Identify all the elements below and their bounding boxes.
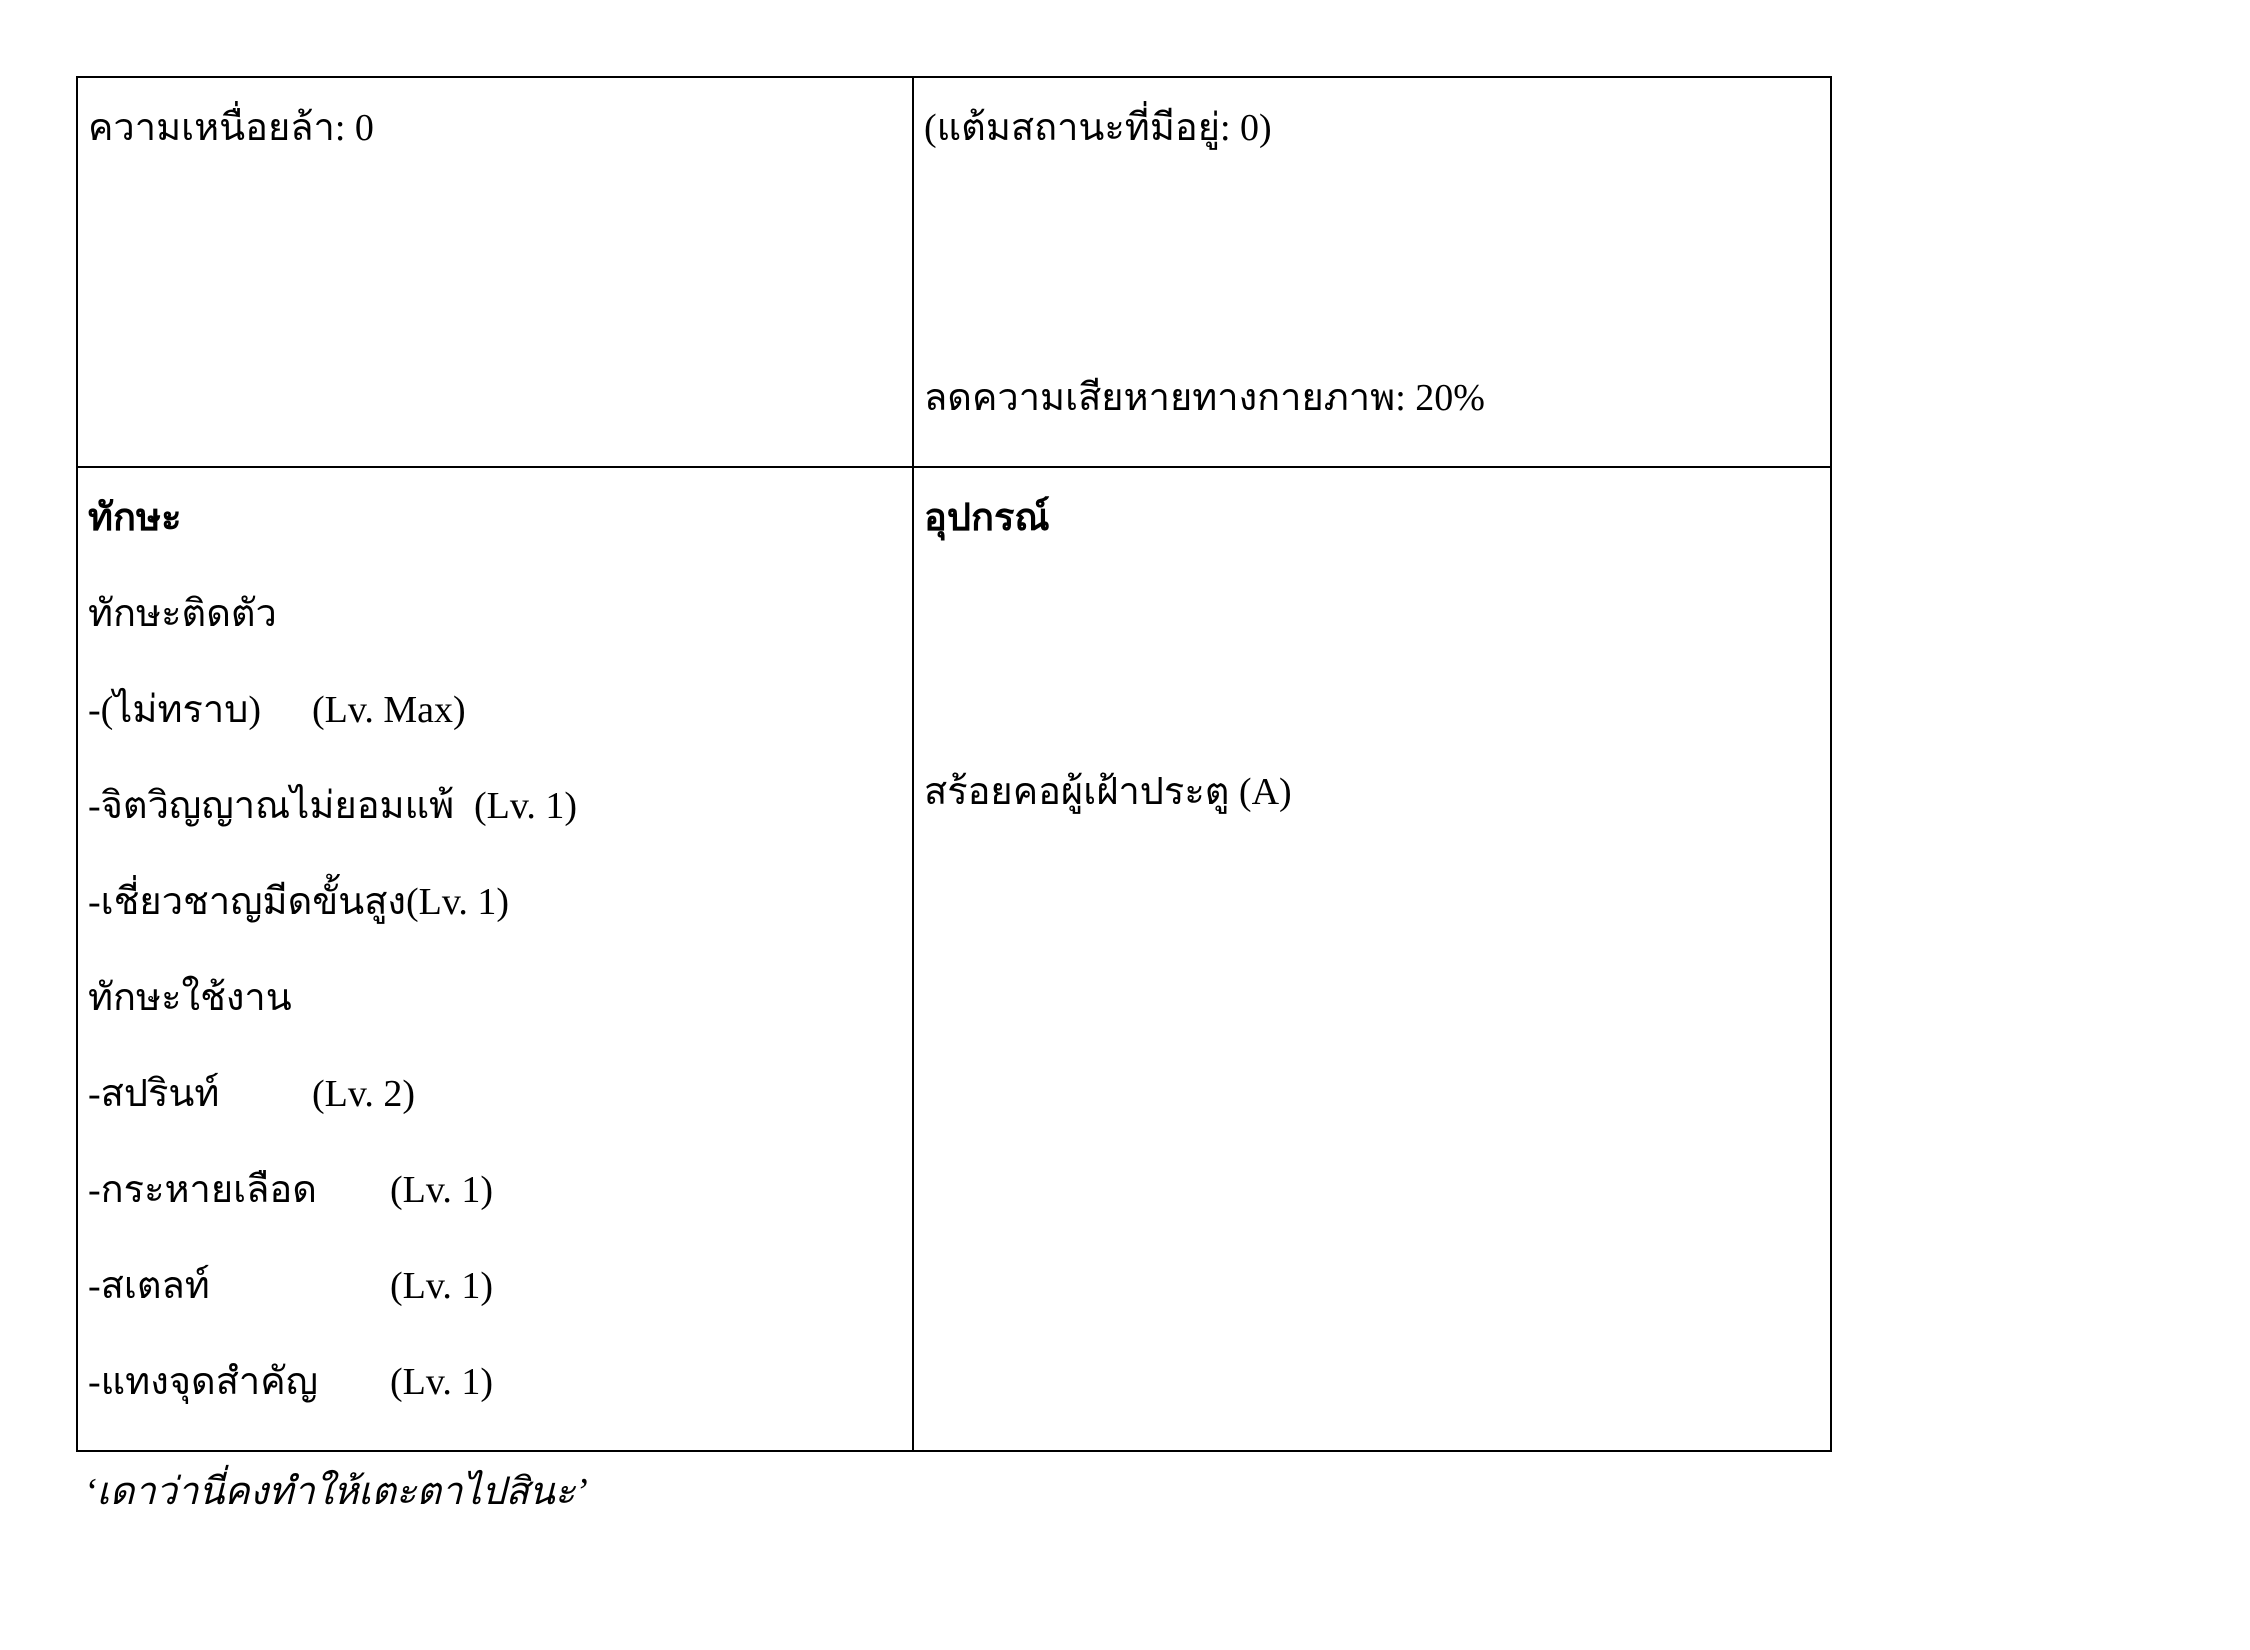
fatigue-text: ความเหนื่อยล้า: 0 xyxy=(88,107,374,149)
passive-skills-heading: ทักษะติดตัว xyxy=(88,593,277,635)
equipment-item: สร้อยคอผู้เฝ้าประตู (A) xyxy=(924,771,1292,813)
skill-name: -กระหายเลือด xyxy=(88,1169,317,1211)
skill-name: -จิตวิญญาณไม่ยอมแพ้ xyxy=(88,785,455,827)
skill-level: (Lv. 1) xyxy=(390,1169,494,1211)
equipment-cell xyxy=(913,467,1831,1451)
skill-row xyxy=(88,1072,648,1116)
status-table xyxy=(76,76,1832,1452)
active-skills-heading: ทักษะใช้งาน xyxy=(88,977,292,1019)
skills-heading: ทักษะ xyxy=(88,497,182,539)
skill-name: -แทงจุดสำคัญ xyxy=(88,1361,319,1403)
status-points-text: (แต้มสถานะที่มีอยู่: 0) xyxy=(924,107,1272,149)
physical-damage-reduction-text: ลดความเสียหายทางกายภาพ: 20% xyxy=(924,377,1485,419)
skill-level: (Lv. 1) xyxy=(390,1265,494,1307)
skill-row xyxy=(88,784,648,828)
status-points-cell xyxy=(913,77,1831,467)
quote-text: ‘เดาว่านี่คงทำให้เตะตาไปสินะ’ xyxy=(84,1471,588,1513)
skill-name: -สเตลท์ xyxy=(88,1265,210,1307)
skill-level: (Lv. 1) xyxy=(474,785,578,827)
skill-row xyxy=(88,1264,648,1308)
equipment-heading: อุปกรณ์ xyxy=(924,497,1050,539)
skill-name: -เชี่ยวชาญมีดขั้นสูง xyxy=(88,881,406,923)
skill-name: -(ไม่ทราบ) xyxy=(88,689,262,731)
skill-row xyxy=(88,880,648,924)
skill-level: (Lv. Max) xyxy=(312,689,466,731)
skill-row xyxy=(88,1168,648,1212)
skills-cell xyxy=(77,467,913,1451)
skill-level: (Lv. 2) xyxy=(312,1073,416,1115)
skill-row xyxy=(88,688,648,732)
fatigue-cell xyxy=(77,77,913,467)
skill-row xyxy=(88,1360,648,1404)
skill-name: -สปรินท์ xyxy=(88,1073,220,1115)
skill-level: (Lv. 1) xyxy=(405,881,510,923)
skill-level: (Lv. 1) xyxy=(390,1361,494,1403)
